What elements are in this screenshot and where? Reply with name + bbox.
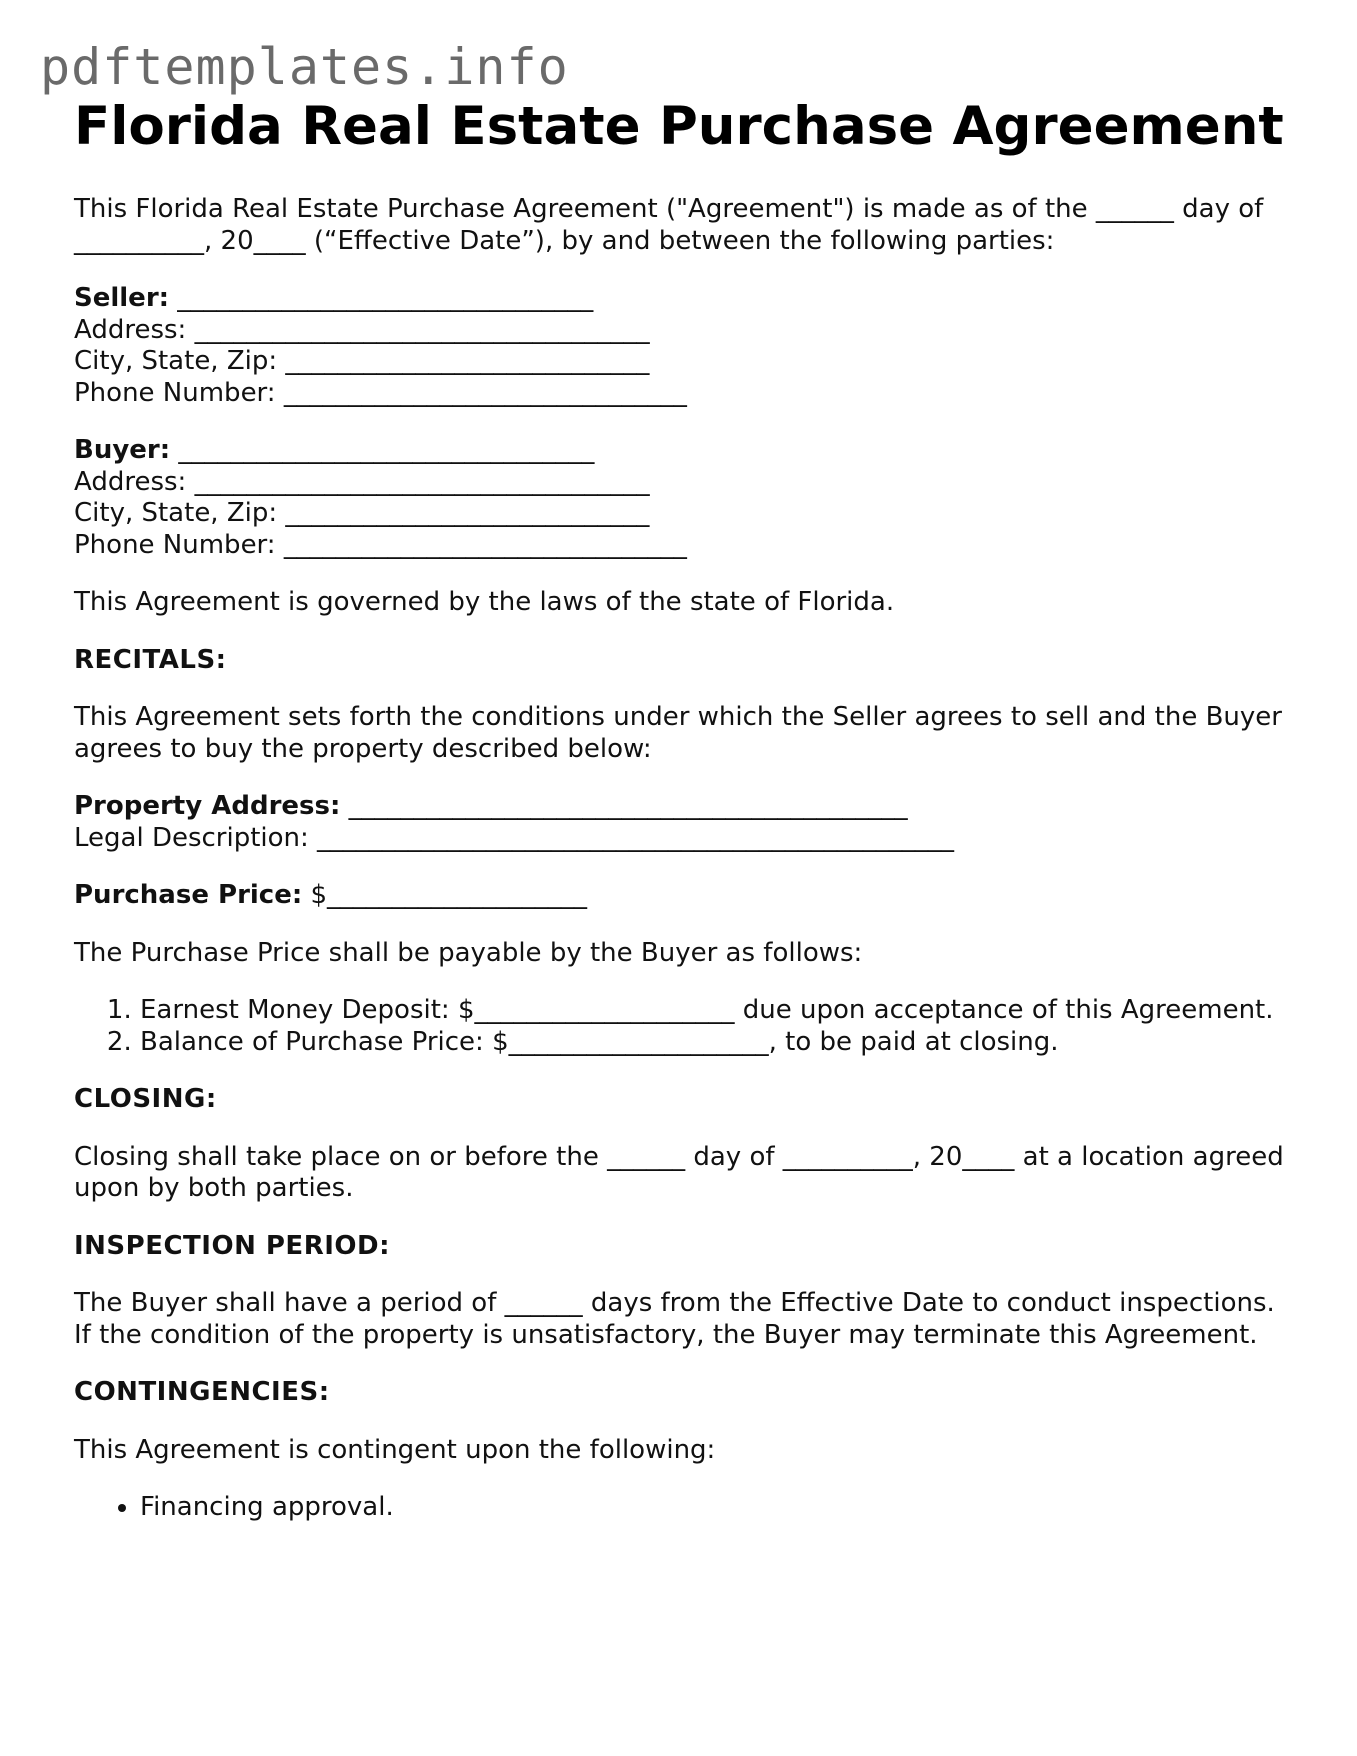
- intro-paragraph: This Florida Real Estate Purchase Agreement ("Agreement") is made as of the ______ day of __________, 20____ (“Effective Date”), by and between the following parties:: [74, 194, 1264, 256]
- contingencies-heading: CONTINGENCIES:: [74, 1377, 330, 1407]
- purchase-price-line: [74, 880, 1284, 912]
- seller-address-field[interactable]: Address: ___________________________________: [74, 314, 650, 345]
- inspection-heading: INSPECTION PERIOD:: [74, 1230, 390, 1261]
- payment-list: [74, 995, 1284, 1058]
- inspection-text: The Buyer shall have a period of ______ days from the Effective Date to conduct inspections. If the condition of the property is unsatisfactory, the Buyer may terminate this Agreement.: [74, 1288, 1275, 1350]
- closing-heading: CLOSING:: [74, 1084, 217, 1114]
- list-item: • Financing approval.: [140, 1492, 1284, 1524]
- document-title: Florida Real Estate Purchase Agreement: [74, 96, 1284, 157]
- buyer-phone-field[interactable]: Phone Number: _______________________________: [74, 529, 687, 560]
- property-address-line: [74, 791, 1284, 823]
- buyer-city-field[interactable]: City, State, Zip: ____________________________: [74, 498, 650, 528]
- buyer-name-field[interactable]: ________________________________: [170, 435, 595, 465]
- seller-line: [74, 283, 1284, 315]
- buyer-block: [74, 435, 1284, 561]
- seller-name-field[interactable]: ________________________________: [169, 283, 594, 313]
- recitals-heading: RECITALS:: [74, 644, 227, 675]
- document-page: [74, 96, 1284, 1524]
- purchase-price-field[interactable]: $____________________: [302, 880, 588, 910]
- property-address-label: Property Address:: [74, 791, 341, 821]
- seller-phone-field[interactable]: Phone Number: _______________________________: [74, 377, 687, 408]
- property-block: [74, 791, 1284, 854]
- closing-text: Closing shall take place on or before the ______ day of __________, 20____ at a location agreed upon by both parties.: [74, 1141, 1284, 1203]
- contingencies-list: [74, 1492, 1284, 1524]
- governing-law-text: This Agreement is governed by the laws of the state of Florida.: [74, 587, 895, 617]
- recitals-text: This Agreement sets forth the conditions under which the Seller agrees to sell and the Buyer agrees to buy the property described below:: [74, 702, 1282, 764]
- buyer-address-field[interactable]: Address: ___________________________________: [74, 466, 650, 497]
- list-item: 1. Earnest Money Deposit: $____________________ due upon acceptance of this Agreement.: [140, 995, 1284, 1027]
- seller-block: [74, 283, 1284, 409]
- list-item: 2. Balance of Purchase Price: $____________________, to be paid at closing.: [140, 1027, 1284, 1059]
- contingencies-text: This Agreement is contingent upon the following:: [74, 1434, 716, 1465]
- buyer-line: [74, 435, 1284, 467]
- seller-city-field[interactable]: City, State, Zip: ____________________________: [74, 346, 650, 376]
- legal-description-field[interactable]: Legal Description: _________________________________________________: [74, 822, 955, 853]
- property-address-field[interactable]: ___________________________________________: [340, 791, 908, 821]
- payable-text: The Purchase Price shall be payable by the Buyer as follows:: [74, 937, 863, 968]
- watermark: pdftemplates.info: [40, 38, 569, 96]
- purchase-price-label: Purchase Price:: [74, 880, 303, 910]
- seller-label: Seller:: [74, 283, 170, 313]
- buyer-label: Buyer:: [74, 435, 171, 465]
